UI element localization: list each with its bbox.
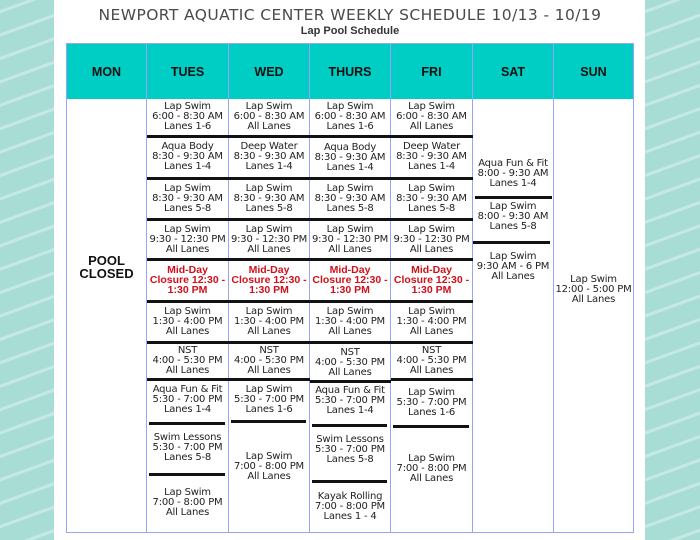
schedule-slot [473,199,553,235]
slot-lanes: Lanes 1-6 [245,403,293,415]
slot-time: 8:30 - 9:30 AM [396,192,467,204]
header-wed: WED [229,44,310,99]
header-sat: SAT [473,44,554,99]
slot-activity: Lap Swim [245,223,293,235]
slot-lanes: All Lanes [165,507,210,518]
slot-time: 8:00 - 9:30 AM [477,211,549,222]
slot-time: 8:30 - 9:30 AM [314,152,386,163]
slot-time: 6:00 - 8:30 AM [396,111,467,122]
slot-lanes: 1:30 PM [167,284,208,296]
schedule-slot [310,221,390,258]
slot-time: 8:30 - 9:30 AM [152,192,223,204]
slot-lanes: All Lanes [247,471,291,482]
schedule-slot [391,99,472,135]
slot-activity: NST [177,345,198,356]
slot-time: Closure 12:30 - [393,274,470,286]
slot-lanes: All Lanes [409,473,454,484]
header-mon: MON [67,44,147,99]
column-sun [554,99,633,532]
slot-lanes: All Lanes [409,243,454,255]
slot-time: 1:30 - 4:00 PM [396,315,467,327]
slot-time: 8:30 - 9:30 AM [152,151,223,162]
slot-activity: Aqua Body [161,141,214,152]
slot-activity: Lap Swim [326,305,374,317]
slot-activity: Mid-Day [411,264,452,276]
slot-time: 12:00 - 5:00 PM [555,284,632,295]
schedule-slot [229,303,309,340]
slot-activity: Lap Swim [164,182,211,194]
slot-lanes: Lanes 1-4 [489,178,537,189]
schedule-slot [147,303,228,340]
slot-time: 9:30 - 12:30 PM [393,233,470,245]
slot-activity: NST [259,345,279,356]
schedule-slot [310,99,390,135]
slot-time: Closure 12:30 - [149,274,226,286]
slot-time: 9:30 - 12:30 PM [149,233,226,245]
pool-closed-line1: POOL [88,253,125,268]
slot-lanes: Lanes 1-4 [326,405,374,416]
slot-activity: Lap Swim [164,305,211,317]
pool-closed-line2: CLOSED [79,266,134,281]
slot-activity: Lap Swim [408,223,455,235]
schedule-slot [147,138,228,176]
slot-activity: Lap Swim [245,305,293,317]
slot-lanes: Lanes 5-8 [163,202,212,214]
slot-time: 4:00 - 5:30 PM [152,355,223,366]
slot-time: 8:30 - 9:30 AM [233,151,305,162]
slot-lanes: All Lanes [328,325,372,337]
midday-closure-slot [147,261,228,299]
schedule-slot [310,427,390,473]
column-thurs [310,99,391,532]
slot-lanes: All Lanes [247,365,291,376]
slot-activity: Aqua Body [323,142,377,153]
slot-lanes: 1:30 PM [411,284,452,296]
slot-lanes: Lanes 1-4 [163,161,212,172]
slot-time: 7:00 - 8:00 PM [396,463,467,474]
schedule-slot [391,384,472,422]
slot-activity: Mid-Day [167,264,208,276]
column-fri [391,99,473,532]
slot-lanes: All Lanes [409,365,454,376]
schedule-slot [554,269,633,311]
schedule-slot [310,345,390,380]
slot-time: Closure 12:30 - [312,274,388,286]
midday-closure-slot [310,261,390,299]
schedule-slot [310,139,390,177]
slot-activity: Lap Swim [245,101,293,112]
midday-closure-slot [229,261,309,299]
slot-activity: Lap Swim [408,305,455,317]
slot-activity: NST [340,346,360,358]
slot-time: 9:30 - 12:30 PM [311,233,389,245]
slot-time: 5:30 - 7:00 PM [234,393,304,405]
header-tues: TUES [147,44,229,99]
column-wed [229,99,310,532]
slot-time: 8:30 - 9:30 AM [396,151,467,162]
slot-activity: Lap Swim [408,387,455,398]
slot-lanes: All Lanes [165,243,210,255]
column-sat [473,99,554,532]
slot-time: 6:00 - 8:30 AM [314,111,386,122]
header-thurs: THURS [310,44,391,99]
slot-lanes: All Lanes [247,325,291,337]
row-divider [391,378,473,381]
slot-lanes: Lanes 5-8 [245,202,293,214]
slot-lanes: Lanes 5-8 [326,454,374,465]
slot-time: 4:00 - 5:30 PM [315,356,385,368]
row-divider [310,135,391,138]
slot-time: 4:00 - 5:30 PM [234,355,304,366]
slot-lanes: All Lanes [409,325,454,337]
slot-time: 7:00 - 8:00 PM [315,500,385,512]
slot-lanes: All Lanes [491,271,535,282]
decorative-wave-border-right [645,0,700,540]
schedule-slot [473,247,553,287]
slot-activity: Lap Swim [326,182,374,194]
slot-lanes: All Lanes [247,121,291,132]
slot-activity: Lap Swim [245,182,293,194]
slot-activity: Swim Lessons [316,434,384,445]
schedule-slot [229,344,309,378]
slot-time: 1:30 - 4:00 PM [315,315,385,327]
schedule-slot [391,180,472,217]
schedule-slot [310,383,390,419]
slot-lanes: Lanes 5-8 [407,202,456,214]
slot-time: 1:30 - 4:00 PM [234,315,304,327]
slot-time: 5:30 - 7:00 PM [396,397,467,408]
slot-lanes: Lanes 1-4 [407,161,456,172]
schedule-slot [391,138,472,176]
slot-time: 9:30 - 12:30 PM [230,233,308,245]
slot-time: 6:00 - 8:30 AM [233,111,305,122]
schedule-slot [229,99,309,135]
schedule-slot [391,303,472,340]
schedule-slot [147,476,228,530]
slot-activity: Lap Swim [245,451,293,462]
row-divider [310,341,391,344]
slot-activity: Lap Swim [326,101,374,112]
slot-lanes: All Lanes [328,366,372,378]
slot-lanes: All Lanes [247,243,291,255]
schedule-table [66,43,634,533]
slot-activity: Lap Swim [489,201,537,212]
slot-lanes: Lanes 5-8 [326,202,374,214]
slot-activity: Kayak Rolling [317,490,383,502]
schedule-slot [473,154,553,194]
slot-lanes: Lanes 1-4 [326,162,374,173]
column-mon [67,99,147,532]
slot-activity: Swim Lessons [153,432,222,443]
slot-activity: Deep Water [402,141,461,152]
slot-lanes: Lanes 1-6 [407,407,456,418]
slot-activity: Lap Swim [164,101,211,112]
slot-activity: Lap Swim [164,223,211,235]
schedule-slot [391,344,472,378]
schedule-slot [229,381,309,418]
slot-lanes: All Lanes [165,365,210,376]
slot-lanes: Lanes 1-4 [245,161,293,172]
day-header-row [67,44,633,99]
page-subtitle: Lap Pool Schedule [300,25,400,37]
decorative-wave-border-left [0,0,54,540]
slot-lanes: 1:30 PM [249,284,289,296]
slot-lanes: Lanes 1-6 [326,121,374,132]
slot-activity: Lap Swim [489,251,537,262]
header-fri: FRI [391,44,473,99]
slot-time: 7:00 - 8:00 PM [234,461,304,472]
slot-activity: Lap Swim [408,453,455,464]
slot-activity: Lap Swim [245,383,293,395]
schedule-slot [147,99,228,135]
schedule-slot [229,138,309,176]
schedule-slot [229,423,309,511]
pool-closed-label [67,254,146,280]
page-title: NEWPORT AQUATIC CENTER WEEKLY SCHEDULE 10/13 - 10/19 [98,6,602,24]
schedule-slot [229,180,309,217]
row-divider [473,241,550,244]
slot-time: Closure 12:30 - [231,274,307,286]
slot-time: 5:30 - 7:00 PM [152,442,223,453]
schedule-slot [310,483,390,530]
slot-lanes: Lanes 1 - 4 [323,510,377,522]
schedule-slot [229,221,309,258]
slot-lanes: Lanes 5-8 [163,452,212,463]
slot-activity: Lap Swim [164,487,211,498]
slot-activity: Lap Swim [326,223,374,235]
header-sun: SUN [580,64,607,79]
slot-time: 8:00 - 9:30 AM [477,168,549,179]
schedule-slot [147,425,228,471]
slot-lanes: All Lanes [571,294,616,305]
column-tues [147,99,229,532]
schedule-slot [391,428,472,510]
slot-activity: Deep Water [240,141,298,152]
schedule-slot [147,381,228,419]
slot-activity: Aqua Fun & Fit [315,385,385,396]
slot-lanes: Lanes 1-4 [163,404,212,415]
slot-time: 5:30 - 7:00 PM [315,395,385,406]
slot-activity: Aqua Fun & Fit [478,158,548,169]
slot-lanes: Lanes 1-6 [163,121,212,132]
slot-lanes: 1:30 PM [330,284,370,296]
slot-activity: Mid-Day [248,264,290,276]
slot-activity: Mid-Day [329,264,371,276]
slot-lanes: All Lanes [409,121,454,132]
schedule-slot [310,303,390,340]
slot-activity: Lap Swim [408,182,455,194]
slot-time: 6:00 - 8:30 AM [152,111,223,122]
slot-activity: Aqua Fun & Fit [152,384,223,395]
schedule-slot [147,344,228,378]
slot-activity: Lap Swim [570,274,617,285]
slot-time: 9:30 AM - 6 PM [476,261,550,272]
slot-lanes: All Lanes [328,243,372,255]
schedule-slot [147,180,228,217]
slot-time: 5:30 - 7:00 PM [152,394,223,405]
slot-lanes: Lanes 5-8 [489,221,537,232]
slot-time: 1:30 - 4:00 PM [152,315,223,327]
schedule-slot [147,221,228,258]
slot-time: 7:00 - 8:00 PM [152,497,223,508]
schedule-slot [391,221,472,258]
slot-activity: NST [421,345,442,356]
slot-time: 8:30 - 9:30 AM [314,192,386,204]
slot-time: 5:30 - 7:00 PM [315,444,385,455]
slot-lanes: All Lanes [165,325,210,337]
schedule-slot [310,180,390,217]
slot-time: 4:00 - 5:30 PM [396,355,467,366]
slot-time: 8:30 - 9:30 AM [233,192,305,204]
slot-activity: Lap Swim [408,101,455,112]
midday-closure-slot [391,261,472,299]
